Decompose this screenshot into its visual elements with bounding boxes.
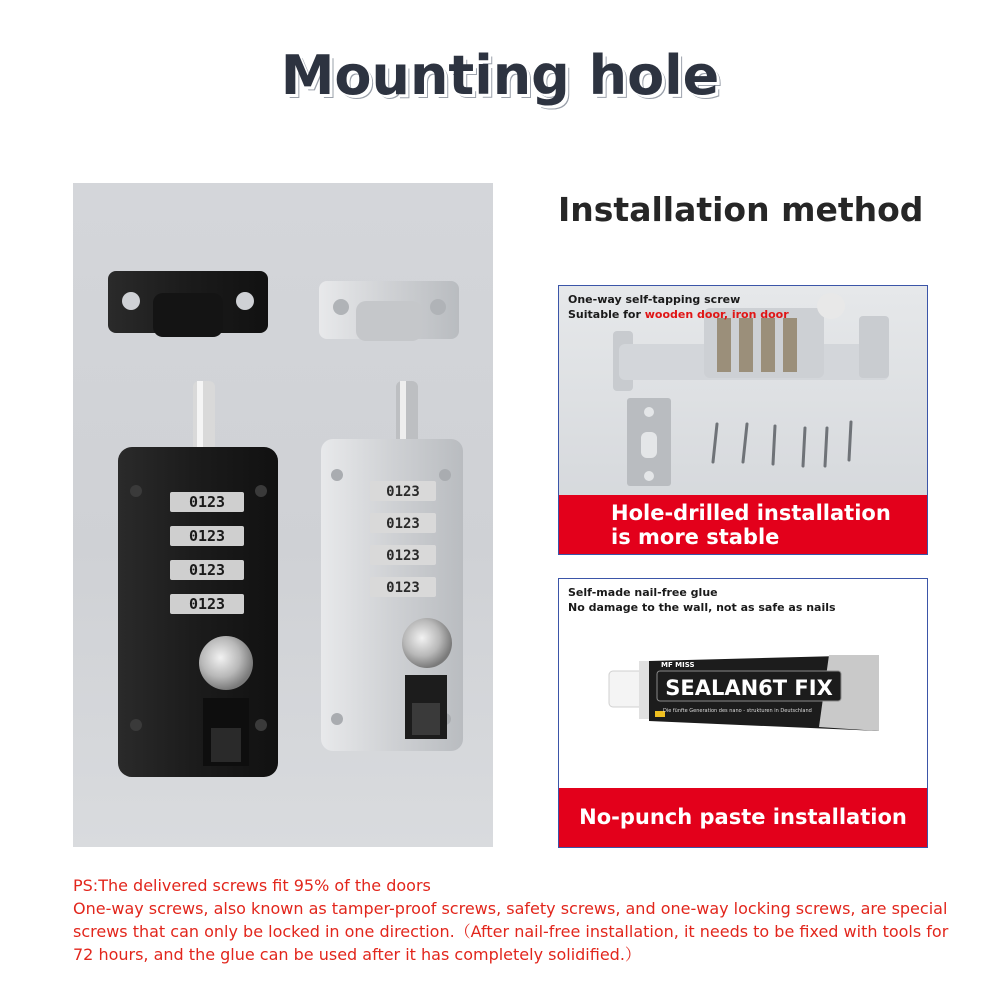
no-punch-banner: No-punch paste installation: [559, 788, 927, 847]
hole-drilled-banner: [559, 495, 927, 554]
page-title: Mounting hole: [280, 44, 720, 107]
tube-brand: MF MISS: [661, 661, 695, 669]
dial-row: 0123: [188, 561, 226, 579]
banner-line1: Hole-drilled installation: [611, 501, 891, 525]
black-keeper: [108, 271, 268, 337]
tube-subtext: Die fünfte Generation des nano - strukturen in Deutschland: [663, 708, 812, 714]
silver-lock-body: [321, 439, 463, 751]
screw-caption: [568, 292, 789, 322]
glue-tube-illustration: [559, 649, 927, 769]
dial-row: 0123: [386, 516, 420, 532]
caption-prefix: Suitable for: [568, 308, 645, 321]
ps-line2: One-way screws, also known as tamper-proof screws, safety screws, and one-way locking screws, are special screws that can only be locked in one direction.（After nail-free installation, it needs to be fixed with tools for 72 hours, and the glue can be used after it has completely solidified.）: [73, 899, 949, 964]
installation-method-heading: Installation method: [558, 190, 924, 229]
product-photo: [73, 183, 493, 847]
dial-row: 0123: [188, 595, 226, 613]
glue-installation-panel: [558, 578, 928, 848]
screw-caption-line1: One-way self-tapping screw: [568, 293, 741, 306]
screw-caption-line2: [568, 307, 789, 322]
glue-caption: [568, 585, 836, 615]
glue-caption-line2: No damage to the wall, not as safe as nails: [568, 601, 836, 614]
black-knob: [199, 636, 253, 690]
glue-caption-line1: Self-made nail-free glue: [568, 586, 718, 599]
lock-illustration: [73, 183, 493, 847]
dial-row: 0123: [386, 548, 420, 564]
dial-row: 0123: [188, 527, 226, 545]
silver-keeper: [319, 281, 459, 341]
dial-row: 0123: [386, 484, 420, 500]
tube-label: SEALAN6T FIX: [665, 676, 833, 700]
screw-installation-panel: [558, 285, 928, 555]
caption-highlight: wooden door, iron door: [644, 308, 789, 321]
dial-row: 0123: [188, 493, 226, 511]
black-lock-body: [118, 447, 278, 777]
silver-knob: [402, 618, 452, 668]
ps-note: [73, 874, 953, 966]
banner-line2: is more stable: [611, 525, 780, 549]
dial-row: 0123: [386, 580, 420, 596]
ps-line1: PS:The delivered screws fit 95% of the doors: [73, 876, 431, 895]
